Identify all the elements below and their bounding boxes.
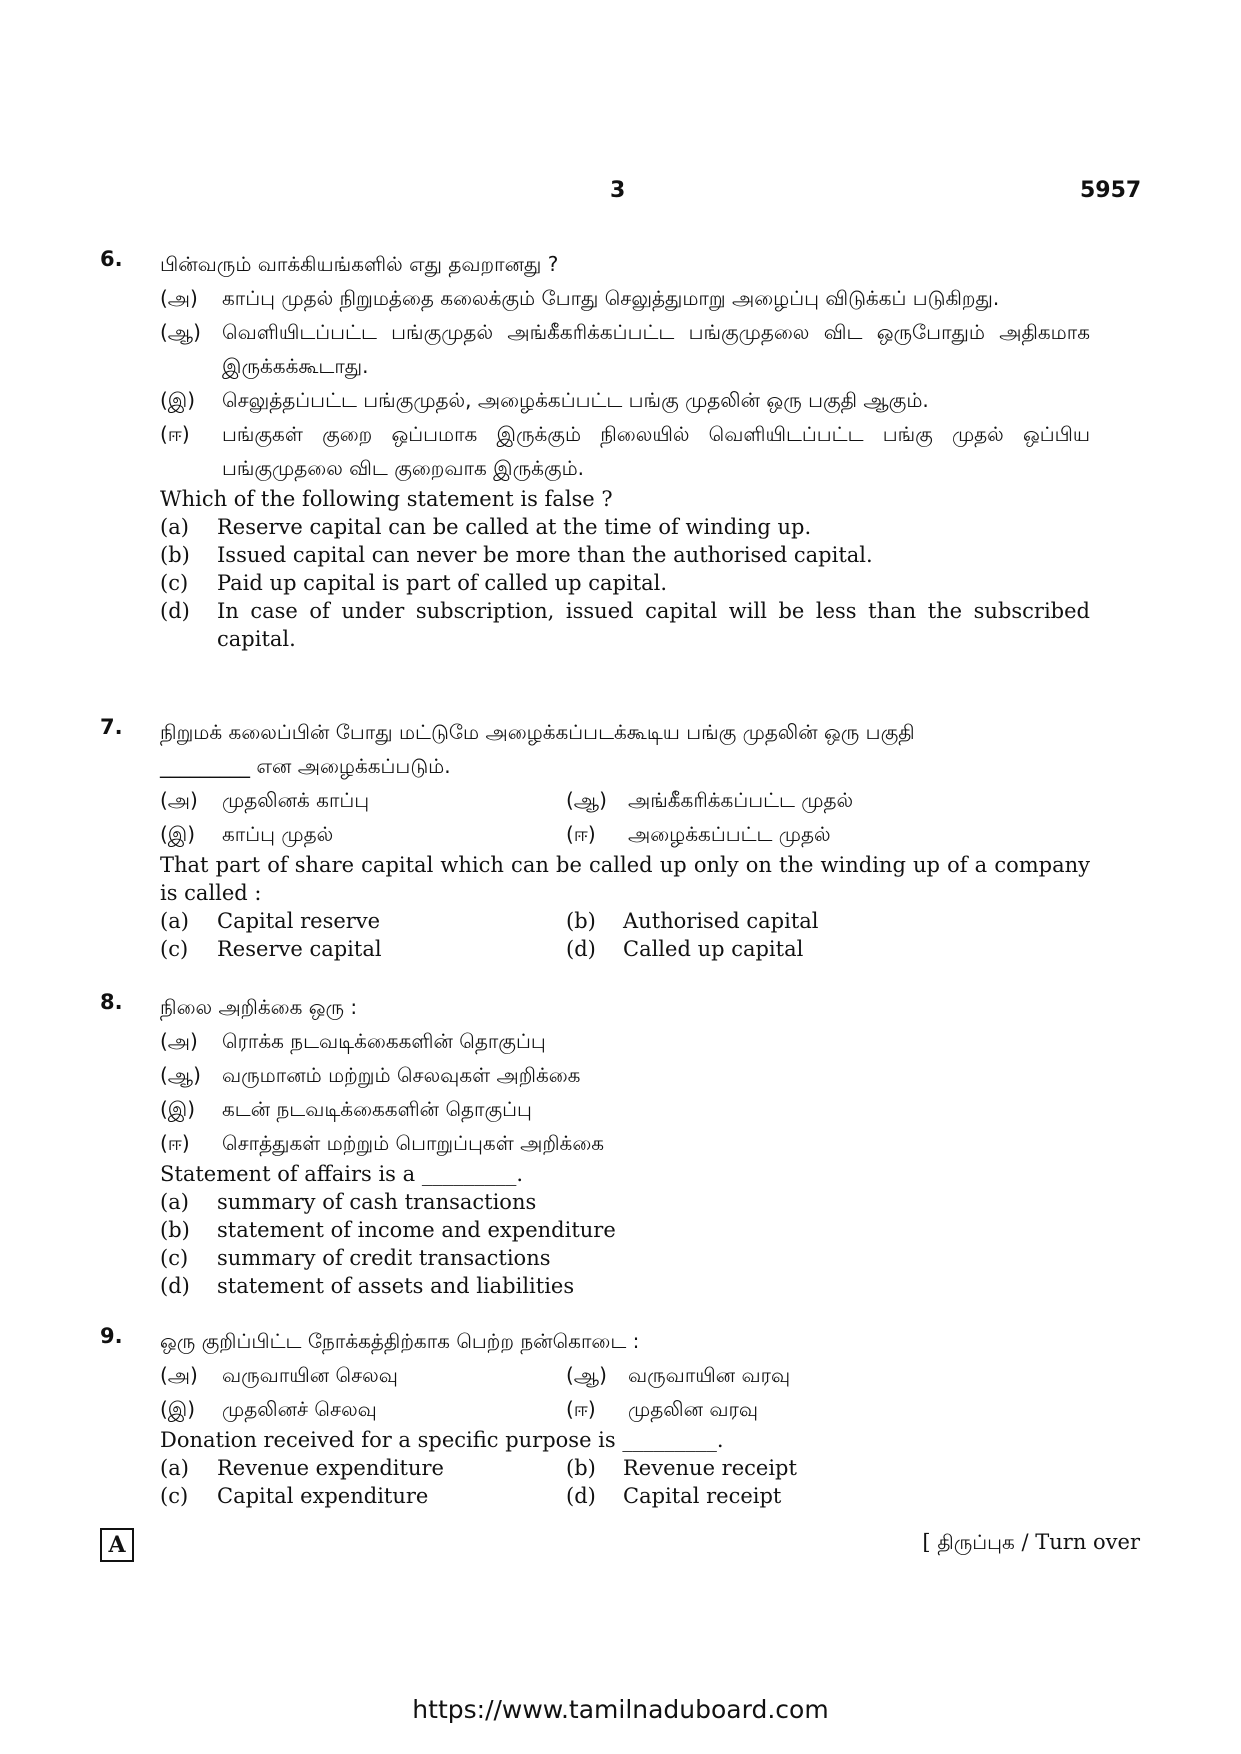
option-english-c [160, 1482, 566, 1510]
option-label: (b) [566, 1456, 596, 1480]
option-tamil-d [566, 817, 972, 851]
option-tamil-c [160, 1392, 566, 1426]
option-tamil-a [160, 783, 566, 817]
option-row [160, 907, 1090, 935]
option-text: காப்பு முதல் நிறுமத்தை கலைக்கும் போது செலுத்துமாறு அழைப்பு விடுக்கப் படுகிறது. [222, 286, 1000, 310]
option-text: ரொக்க நடவடிக்கைகளின் தொகுப்பு [222, 1029, 546, 1053]
option-label: (c) [160, 571, 189, 595]
option-label: (a) [160, 1190, 189, 1214]
option-label: (ஈ) [160, 422, 190, 446]
option-row [160, 1392, 1090, 1426]
turn-over-note [922, 1530, 1140, 1557]
option-tamil-c [160, 1092, 1090, 1126]
option-english-a [160, 1454, 566, 1482]
option-label: (ஆ) [566, 788, 607, 812]
option-tamil-d [160, 1126, 1090, 1160]
option-english-d [160, 597, 1090, 653]
option-label: (இ) [160, 822, 196, 846]
option-row [160, 783, 1090, 817]
question-text-english: That part of share capital which can be called up only on the winding up of a company is called : [160, 853, 1090, 905]
option-label: (b) [160, 543, 190, 567]
option-text: காப்பு முதல் [222, 822, 334, 846]
option-label: (ஈ) [160, 1131, 190, 1155]
option-text: பங்குகள் குறை ஒப்பமாக இருக்கும் நிலையில் வெளியிடப்பட்ட பங்கு முதல் ஒப்பிய பங்குமுதலை விட குறைவாக இருக்கும். [222, 422, 1090, 480]
option-label: (ஆ) [160, 320, 201, 344]
option-text: வெளியிடப்பட்ட பங்குமுதல் அங்கீகரிக்கப்பட்ட பங்குமுதலை விட ஒருபோதும் அதிகமாக இருக்கக்கூடாது. [222, 320, 1090, 378]
question-text-tamil: நிறுமக் கலைப்பின் போது மட்டுமே அழைக்கப்படக்கூடிய பங்கு முதலின் ஒரு பகுதி [160, 720, 915, 744]
option-label: (ஈ) [566, 1397, 596, 1421]
option-text: summary of cash transactions [217, 1190, 537, 1214]
option-text: கடன் நடவடிக்கைகளின் தொகுப்பு [222, 1097, 532, 1121]
option-label: (d) [160, 599, 190, 623]
option-tamil-d [160, 417, 1090, 485]
option-label: (அ) [160, 1363, 198, 1387]
option-text: அங்கீகரிக்கப்பட்ட முதல் [628, 788, 854, 812]
question-number: 7. [100, 715, 123, 739]
question-8 [100, 990, 1090, 1300]
option-label: (a) [160, 909, 189, 933]
option-text: செலுத்தப்பட்ட பங்குமுதல், அழைக்கப்பட்ட பங்கு முதலின் ஒரு பகுதி ஆகும். [222, 388, 929, 412]
option-english-c [160, 1244, 1090, 1272]
option-text: Capital expenditure [217, 1484, 429, 1508]
option-text: Revenue receipt [623, 1456, 797, 1480]
option-tamil-a [160, 1024, 1090, 1058]
option-tamil-b [160, 315, 1090, 383]
option-label: (ஈ) [566, 822, 596, 846]
option-label: (இ) [160, 1397, 196, 1421]
option-label: (இ) [160, 1097, 196, 1121]
paper-code: 5957 [1080, 178, 1142, 203]
option-label: (d) [566, 937, 596, 961]
option-text: Authorised capital [623, 909, 819, 933]
option-text: Capital reserve [217, 909, 381, 933]
option-text: Reserve capital can be called at the time of winding up. [217, 515, 812, 539]
turn-over-tamil: திருப்புக [937, 1530, 1015, 1554]
option-text: முதலின வரவு [628, 1397, 758, 1421]
option-text: Issued capital can never be more than the authorised capital. [217, 543, 873, 567]
option-english-d [160, 1272, 1090, 1300]
option-english-a [160, 513, 1090, 541]
turn-over-english: Turn over [1035, 1530, 1140, 1554]
option-text: வருவாயின செலவு [222, 1363, 398, 1387]
option-row [160, 935, 1090, 963]
question-text-tamil: ஒரு குறிப்பிட்ட நோக்கத்திற்காக பெற்ற நன்கொடை : [160, 1329, 640, 1353]
option-english-b [566, 1454, 972, 1482]
option-row [160, 1482, 1090, 1510]
question-9 [100, 1324, 1090, 1510]
option-text: வருவாயின வரவு [628, 1363, 791, 1387]
option-label: (c) [160, 937, 189, 961]
question-text-english: Donation received for a specific purpose is _________. [160, 1428, 724, 1452]
option-row [160, 1454, 1090, 1482]
question-6 [100, 247, 1090, 653]
option-english-b [160, 1216, 1090, 1244]
option-text: statement of assets and liabilities [217, 1274, 575, 1298]
question-text-tamil: நிலை அறிக்கை ஒரு : [160, 995, 358, 1019]
option-english-c [160, 935, 566, 963]
option-label: (b) [566, 909, 596, 933]
option-tamil-a [160, 281, 1090, 315]
question-number: 8. [100, 990, 123, 1014]
option-text: வருமானம் மற்றும் செலவுகள் அறிக்கை [222, 1063, 581, 1087]
option-tamil-b [566, 1358, 972, 1392]
option-label: (அ) [160, 286, 198, 310]
option-tamil-b [566, 783, 972, 817]
option-text: அழைக்கப்பட்ட முதல் [628, 822, 831, 846]
option-row [160, 817, 1090, 851]
option-label: (ஆ) [566, 1363, 607, 1387]
question-text-tamil: பின்வரும் வாக்கியங்களில் எது தவறானது ? [160, 252, 559, 276]
option-tamil-a [160, 1358, 566, 1392]
question-text-english: Statement of affairs is a _________. [160, 1162, 523, 1186]
option-label: (a) [160, 515, 189, 539]
turn-over-bracket: [ [922, 1530, 931, 1554]
option-text: Paid up capital is part of called up capital. [217, 571, 668, 595]
option-row [160, 1358, 1090, 1392]
option-english-b [566, 907, 972, 935]
website-url: https://www.tamilnaduboard.com [412, 1695, 829, 1724]
option-tamil-d [566, 1392, 972, 1426]
turn-over-separator: / [1021, 1530, 1029, 1554]
option-label: (இ) [160, 388, 196, 412]
option-english-a [160, 907, 566, 935]
option-tamil-b [160, 1058, 1090, 1092]
option-label: (d) [566, 1484, 596, 1508]
option-text: முதலினக் காப்பு [222, 788, 370, 812]
option-text: summary of credit transactions [217, 1246, 551, 1270]
question-number: 9. [100, 1324, 123, 1348]
question-7 [100, 715, 1090, 963]
option-tamil-c [160, 817, 566, 851]
option-text: Called up capital [623, 937, 804, 961]
option-text: statement of income and expenditure [217, 1218, 616, 1242]
option-english-d [566, 935, 972, 963]
option-text: சொத்துகள் மற்றும் பொறுப்புகள் அறிக்கை [222, 1131, 605, 1155]
option-label: (ஆ) [160, 1063, 201, 1087]
option-label: (c) [160, 1484, 189, 1508]
option-english-b [160, 541, 1090, 569]
option-label: (d) [160, 1274, 190, 1298]
question-text-english: Which of the following statement is false ? [160, 487, 613, 511]
option-text: முதலினச் செலவு [222, 1397, 377, 1421]
option-label: (a) [160, 1456, 189, 1480]
question-number: 6. [100, 247, 123, 271]
option-label: (b) [160, 1218, 190, 1242]
option-text: Revenue expenditure [217, 1456, 444, 1480]
option-english-a [160, 1188, 1090, 1216]
option-tamil-c [160, 383, 1090, 417]
option-label: (c) [160, 1246, 189, 1270]
option-label: (அ) [160, 1029, 198, 1053]
option-english-d [566, 1482, 972, 1510]
option-text: In case of under subscription, issued capital will be less than the subscribed capital. [217, 599, 1090, 651]
series-letter-box: A [100, 1528, 134, 1562]
option-text: Capital receipt [623, 1484, 782, 1508]
page-number: 3 [610, 178, 626, 203]
question-text-tamil-continued: _________ என அழைக்கப்படும். [160, 754, 451, 778]
option-english-c [160, 569, 1090, 597]
option-text: Reserve capital [217, 937, 382, 961]
option-label: (அ) [160, 788, 198, 812]
